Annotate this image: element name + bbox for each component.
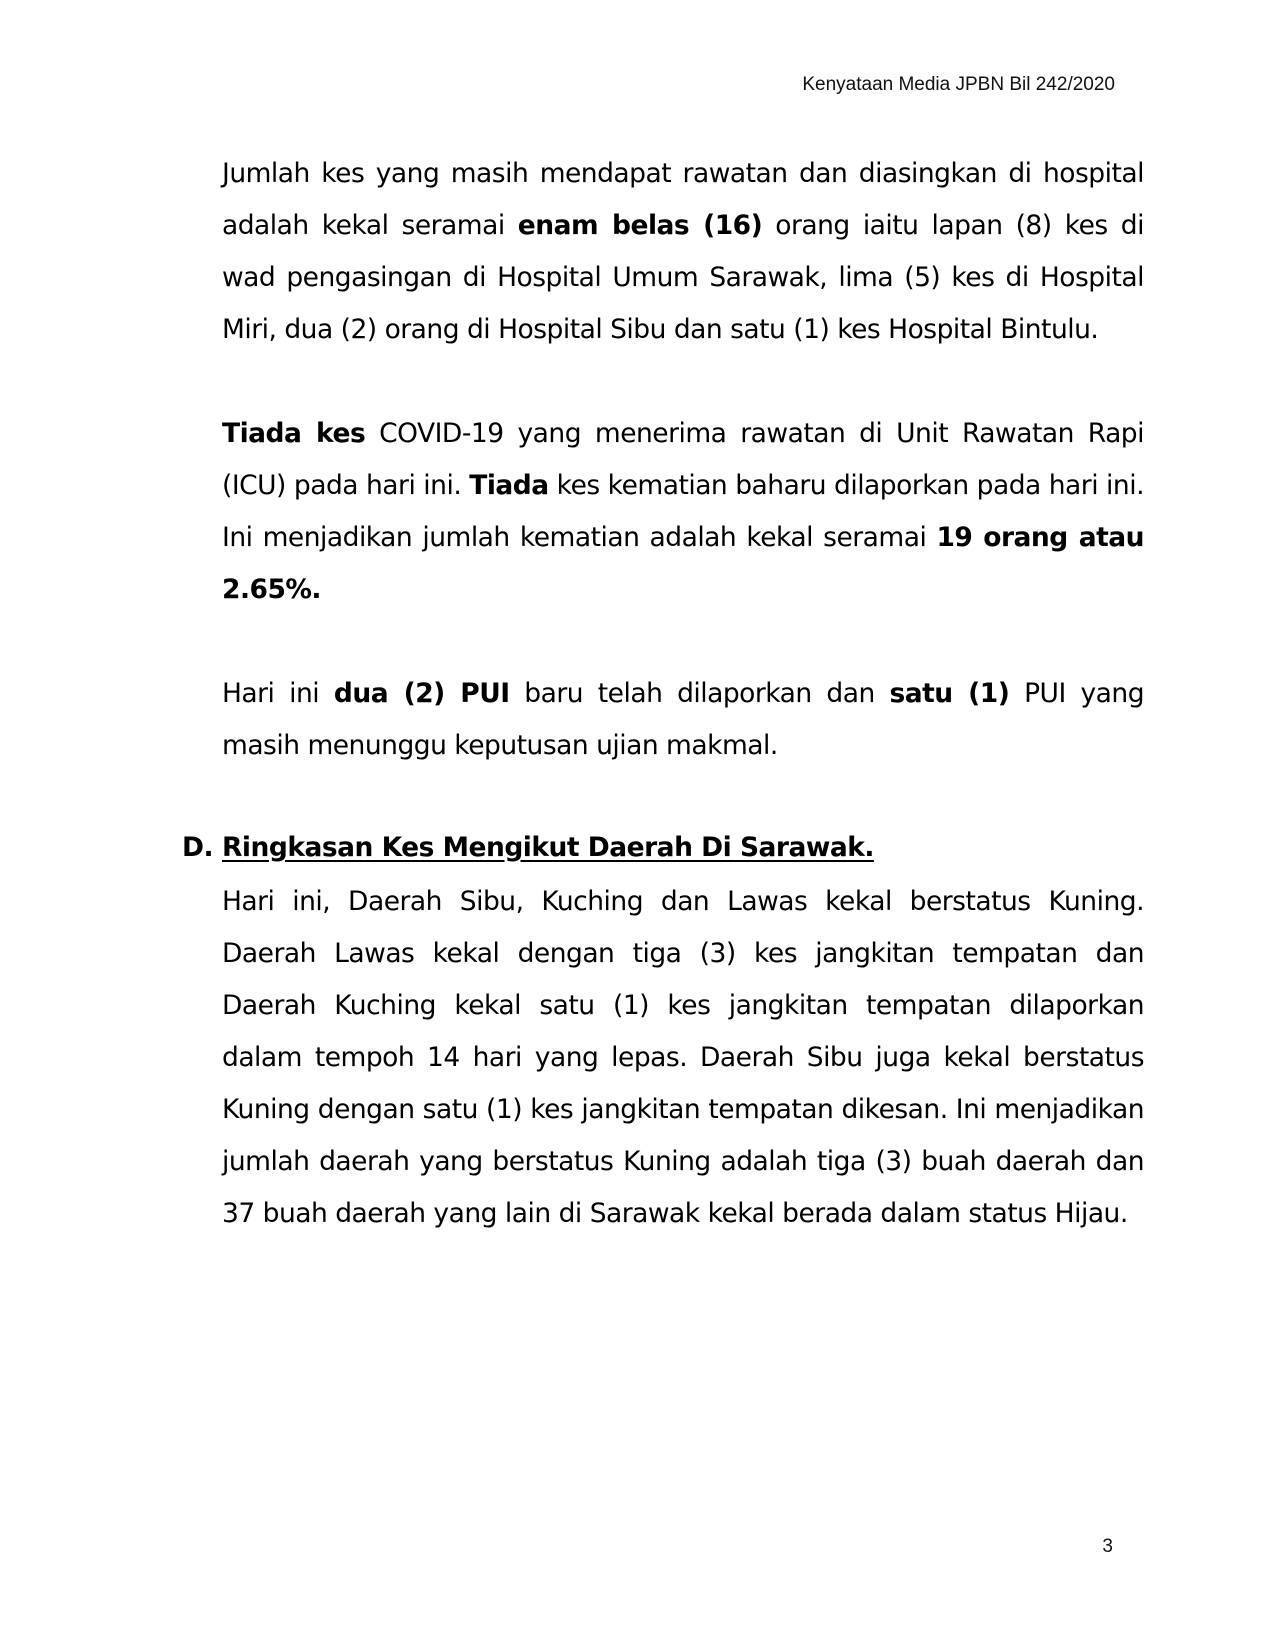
bold-pending-count: satu (1) bbox=[889, 678, 1010, 709]
bold-phrase: Tiada bbox=[469, 470, 549, 501]
section-letter: D. bbox=[182, 832, 214, 863]
paragraph-hospital-cases bbox=[222, 148, 1144, 356]
bold-count: enam belas (16) bbox=[517, 210, 763, 241]
paragraph-text: baru telah dilaporkan dan bbox=[509, 678, 890, 709]
paragraph-text: Jumlah kes yang masih mendapat rawatan dan diasingkan di hospital adalah kekal seramai bbox=[222, 158, 1144, 241]
paragraph-icu-deaths bbox=[222, 408, 1144, 616]
section-title: Ringkasan Kes Mengikut Daerah Di Sarawak. bbox=[222, 832, 874, 863]
page-number: 3 bbox=[1102, 1536, 1113, 1557]
paragraph-district-summary: Hari ini, Daerah Sibu, Kuching dan Lawas kekal berstatus Kuning. Daerah Lawas kekal dengan tiga (3) kes jangkitan tempatan dan Daerah Kuching kekal satu (1) kes jangkitan tempatan dilaporkan dalam tempoh 14 hari yang lepas. Daerah Sibu juga kekal berstatus Kuning dengan satu (1) kes jangkitan tempatan dikesan. Ini menjadikan jumlah daerah yang berstatus Kuning adalah tiga (3) buah daerah dan 37 buah daerah yang lain di Sarawak kekal berada dalam status Hijau. bbox=[222, 886, 1144, 1229]
paragraph-text: Hari ini bbox=[222, 678, 334, 709]
document-reference-header: Kenyataan Media JPBN Bil 242/2020 bbox=[802, 74, 1115, 95]
bold-death-count: 19 orang atau 2.65%. bbox=[222, 522, 1145, 605]
paragraph-pui bbox=[222, 668, 1144, 772]
bold-phrase: Tiada kes bbox=[222, 418, 366, 449]
paragraph-text: PUI yang masih menunggu keputusan ujian makmal. bbox=[222, 678, 1145, 761]
bold-pui-count: dua (2) PUI bbox=[333, 678, 510, 709]
paragraph-text: kes kematian baharu dilaporkan pada hari ini. Ini menjadikan jumlah kematian adalah kekal seramai bbox=[222, 470, 1145, 553]
paragraph-text: orang iaitu lapan (8) kes di wad pengasingan di Hospital Umum Sarawak, lima (5) kes di Hospital Miri, dua (2) orang di Hospital Sibu dan satu (1) kes Hospital Bintulu. bbox=[222, 210, 1144, 345]
paragraph-text: COVID-19 yang menerima rawatan di Unit Rawatan Rapi (ICU) pada hari ini. bbox=[222, 418, 1144, 501]
section-d-heading bbox=[182, 822, 874, 874]
